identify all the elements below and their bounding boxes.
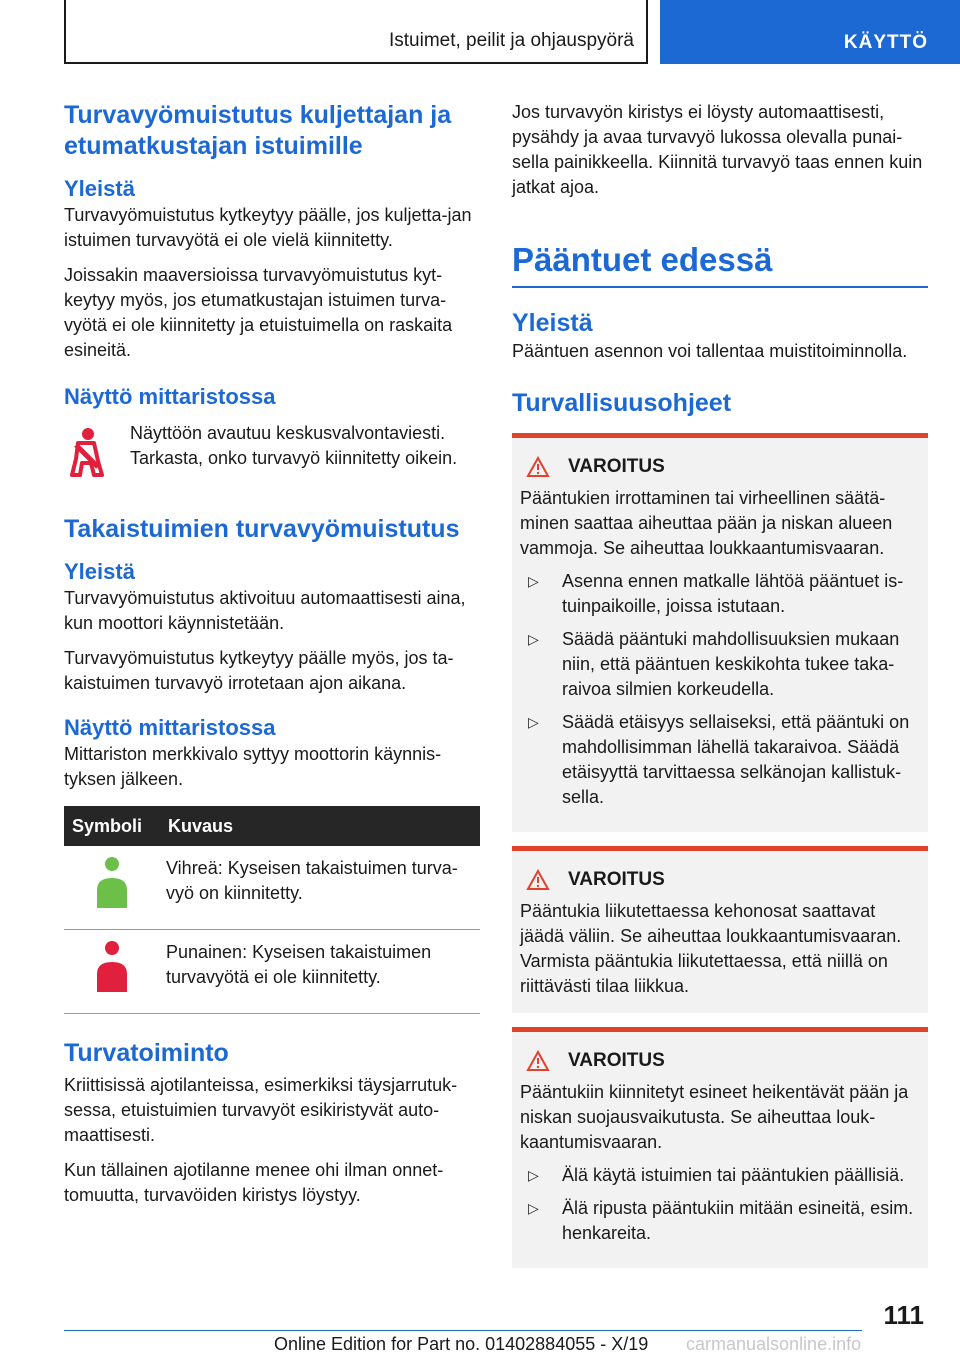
list-item-text: Säädä etäisyys sellaiseksi, että pääntuki on mahdollisimman lähellä takaraivoa. Säädä etäisyyttä tarvittaessa selkänojan kallistuk-sella. <box>562 712 910 807</box>
warning-box-1 <box>512 433 928 832</box>
warning-text: Pääntukien irrottaminen tai virheellinen säätä-minen saattaa aiheuttaa pään ja niskan alueen vammoja. Se aiheuttaa loukkaantumisvaaran. <box>520 488 893 558</box>
warning-text: Pääntukiin kiinnitetyt esineet heikentävät pään ja niskan suojausvaikutusta. Se aiheuttaa louk-kaantumisvaaran. <box>520 1082 909 1152</box>
bullet-triangle-icon: ▷ <box>528 631 539 647</box>
watermark-link[interactable]: carmanualsonline.info <box>686 1334 862 1354</box>
warning-triangle-icon <box>526 456 550 478</box>
description-cell: Punainen: Kyseisen takaistuimen turvavyötä ei ole kiinnitetty. <box>160 930 480 1014</box>
warning-label: VAROITUS <box>568 456 665 477</box>
display-row <box>64 421 480 484</box>
safety-instructions-heading: Turvallisuusohjeet <box>512 389 732 417</box>
rear-paragraph-2: Turvavyömuistutus kytkeytyy päälle myös, jos ta-kaistuimen turvavyö irrotetaan ajon aikana. <box>64 648 454 693</box>
column-header-symbol: Symboli <box>64 806 160 846</box>
display-heading: Näyttö mittaristossa <box>64 384 276 409</box>
bullet-triangle-icon: ▷ <box>528 714 539 730</box>
bullet-triangle-icon: ▷ <box>528 1200 539 1216</box>
list-item-text: Älä ripusta pääntukiin mitään esineitä, esim. henkareita. <box>562 1198 914 1243</box>
warning-header <box>520 1050 920 1072</box>
display-text: Näyttöön avautuu keskusvalvontaviesti. Tarkasta, onko turvavyö kiinnitetty oikein. <box>130 423 458 468</box>
header-section-box <box>64 0 648 64</box>
headrest-general-text: Pääntuen asennon voi tallentaa muistitoiminnolla. <box>512 341 908 361</box>
general-paragraph-2: Joissakin maaversioissa turvavyömuistutus kyt-keytyy myös, jos etumatkustajan istuimen turva-vyötä ei ole kiinnitetty ja etuistuimella on raskaita esineitä. <box>64 265 453 360</box>
warning-header <box>520 869 920 891</box>
rear-paragraph-1: Turvavyömuistutus aktivoituu automaattisesti aina, kun moottori käynnistetään. <box>64 588 466 633</box>
chapter-label: KÄYTTÖ <box>843 32 928 53</box>
symbol-table <box>64 806 480 1014</box>
warning-header <box>520 456 920 478</box>
list-item-text: Asenna ennen matkalle lähtöä pääntuet is-tuinpaikoille, joissa istutaan. <box>562 571 904 616</box>
rear-general-heading: Yleistä <box>64 559 135 584</box>
rear-display-text: Mittariston merkkivalo syttyy moottorin käynnis-tyksen jälkeen. <box>64 744 442 789</box>
warning-list <box>520 1163 920 1246</box>
table-header-row <box>64 806 480 846</box>
right-column <box>512 100 928 1268</box>
list-item-text: Älä käytä istuimien tai pääntukien päällisiä. <box>562 1165 905 1185</box>
seatbelt-warning-icon <box>64 421 130 484</box>
bullet-triangle-icon: ▷ <box>528 1167 539 1183</box>
bullet-triangle-icon: ▷ <box>528 573 539 589</box>
description-cell: Vihreä: Kyseisen takaistuimen turva-vyö on kiinnitetty. <box>160 846 480 930</box>
seat-occupant-red-icon <box>95 940 129 992</box>
warning-label: VAROITUS <box>568 869 665 890</box>
tensioner-intro: Jos turvavyön kiristys ei löysty automaattisesti, pysähdy ja avaa turvavyö lukossa olevalla punai-sella painikkeella. Kiinnitä turvavyö taas ennen kuin jatkat ajoa. <box>512 102 923 197</box>
page-number: 111 <box>883 1300 924 1330</box>
safety-function-title: Turvatoiminto <box>64 1039 229 1067</box>
edition-text: Online Edition for Part no. 01402884055 - X/19 <box>274 1334 649 1354</box>
list-item <box>520 710 920 810</box>
warning-triangle-icon <box>526 869 550 891</box>
title-rule <box>512 286 928 288</box>
warning-box-2 <box>512 846 928 1013</box>
symbol-cell <box>64 846 160 930</box>
table-row <box>64 930 480 1014</box>
symbol-cell <box>64 930 160 1014</box>
warning-label: VAROITUS <box>568 1050 665 1071</box>
column-header-description: Kuvaus <box>160 806 480 846</box>
warning-triangle-icon <box>526 1050 550 1072</box>
section-title: Istuimet, peilit ja ohjauspyörä <box>388 30 634 51</box>
table-row <box>64 846 480 930</box>
seatbelt-reminder-title: Turvavyömuistutus kuljettajan ja etumatkustajan istuimille <box>64 101 452 160</box>
warning-box-3 <box>512 1027 928 1268</box>
safety-paragraph-2: Kun tällainen ajotilanne menee ohi ilman onnet-tomuutta, turvavöiden kiristys löystyy. <box>64 1160 444 1205</box>
footer-rule <box>64 1330 862 1331</box>
list-item <box>520 569 920 619</box>
warning-text: Pääntukia liikutettaessa kehonosat saattavat jäädä väliin. Se aiheuttaa loukkaantumisvaaran. Varmista pääntukia liikutettaessa, että niillä on riittävästi tilaa liikkua. <box>520 901 902 996</box>
headrest-title: Pääntuet edessä <box>512 241 773 278</box>
general-heading: Yleistä <box>64 176 135 201</box>
list-item-text: Säädä pääntuki mahdollisuuksien mukaan niin, että pääntuen keskikohta tukee taka-raivoa silmien korkeudella. <box>562 629 900 699</box>
list-item <box>520 1163 920 1188</box>
list-item <box>520 1196 920 1246</box>
list-item <box>520 627 920 702</box>
warning-list <box>520 569 920 810</box>
chapter-tab[interactable] <box>660 0 960 64</box>
headrest-general-heading: Yleistä <box>512 309 593 337</box>
safety-paragraph-1: Kriittisissä ajotilanteissa, esimerkiksi täysjarrutuk-sessa, etuistuimien turvavyöt esikiristyvät auto-maattisesti. <box>64 1075 458 1145</box>
general-paragraph-1: Turvavyömuistutus kytkeytyy päälle, jos kuljetta-jan istuimen turvavyötä ei ole vielä kiinnitetty. <box>64 205 472 250</box>
seat-occupant-green-icon <box>95 856 129 908</box>
left-column <box>64 100 480 1208</box>
rear-display-heading: Näyttö mittaristossa <box>64 715 276 740</box>
rear-reminder-title: Takaistuimien turvavyömuistutus <box>64 515 460 543</box>
